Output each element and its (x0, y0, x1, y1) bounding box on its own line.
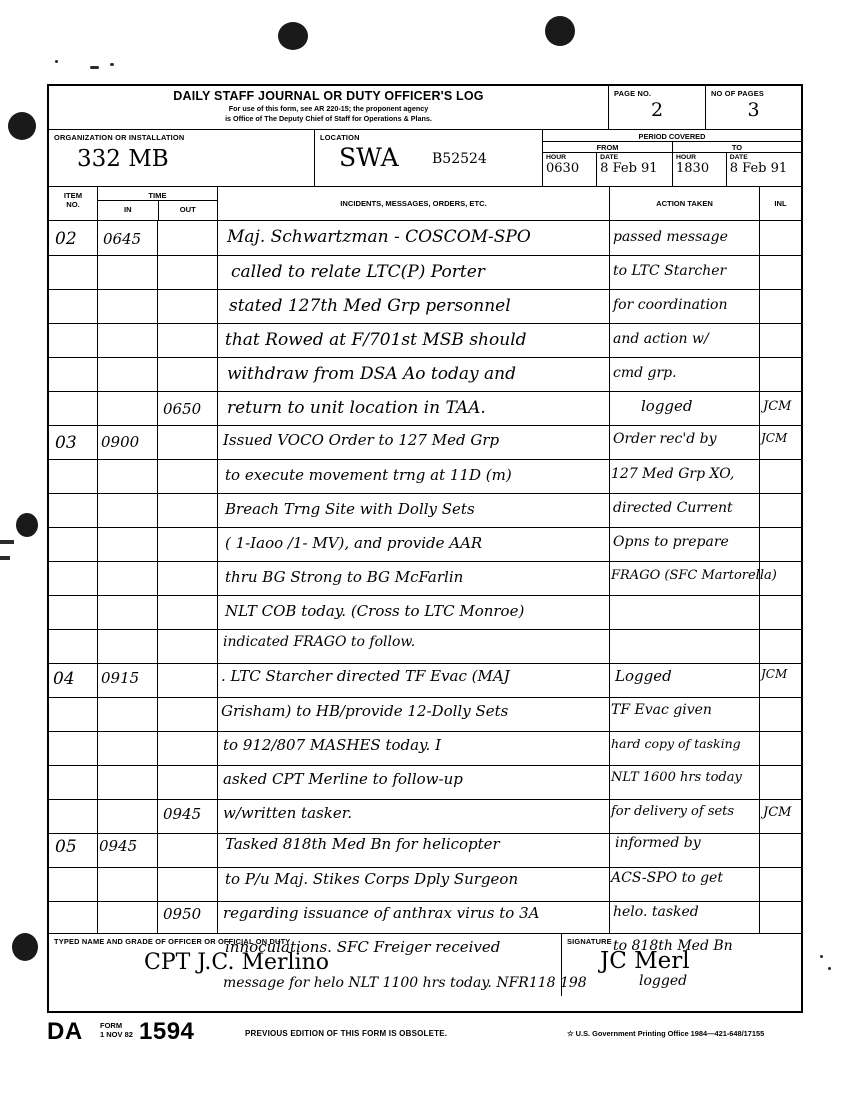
grid-hline (49, 459, 801, 460)
grid-hline (49, 697, 801, 698)
number-of-pages-value: 3 (747, 99, 760, 121)
entry-action-line: Opns to prepare (613, 534, 729, 550)
punch-hole-left-lower (12, 933, 38, 961)
from-date-value: 8 Feb 91 (600, 161, 658, 176)
entry-incident-line: regarding issuance of anthrax virus to 3A (223, 904, 540, 922)
punch-hole-left-upper (8, 112, 36, 140)
signature-cell (561, 934, 801, 996)
entry-incident-line: Grisham) to HB/provide 12-Dolly Sets (221, 702, 509, 720)
entry-action-line: hard copy of tasking (611, 736, 741, 751)
period-to-group (672, 142, 801, 186)
entry-incident-line: thru BG Strong to BG McFarlin (225, 568, 464, 586)
entry-incident-line: ( 1-Iaoo /1- MV), and provide AAR (225, 534, 483, 552)
entry-action-line: helo. tasked (613, 904, 699, 920)
to-date-value: 8 Feb 91 (729, 161, 788, 176)
entry-incident-line: innoculations. SFC Freiger received (225, 938, 501, 956)
organization-label: ORGANIZATION OR INSTALLATION (54, 133, 185, 142)
grid-vline (609, 221, 610, 933)
entry-item-no: 04 (53, 669, 75, 689)
column-header-action-taken (609, 187, 759, 220)
entry-action-line: to LTC Starcher (613, 263, 727, 279)
scan-speck (110, 63, 114, 66)
entry-time-in: 0945 (99, 837, 138, 855)
location-value-extra: B52524 (432, 151, 487, 167)
form-label-line1: FORM (100, 1021, 123, 1030)
entry-incident-line: Issued VOCO Order to 127 Med Grp (223, 431, 500, 449)
entry-incident-line: to execute movement trng at 11D (m) (225, 466, 512, 484)
grid-hline (49, 357, 801, 358)
entry-action-line: for coordination (613, 297, 728, 313)
entry-incident-line: . LTC Starcher directed TF Evac (MAJ (221, 667, 510, 685)
typed-name-label: TYPED NAME AND GRADE OF OFFICER OR OFFICIAL ON DUTY (54, 937, 291, 946)
column-header-item-no-line2: NO. (66, 200, 80, 209)
column-header-action-label: ACTION TAKEN (656, 199, 713, 208)
from-hour-label: HOUR (546, 154, 567, 161)
grid-vline (97, 221, 98, 933)
entry-incident-line: return to unit location in TAA. (227, 398, 486, 418)
scan-speck (828, 967, 831, 970)
grid-hline (49, 731, 801, 732)
punch-hole-top-left (278, 22, 308, 50)
da-label: DA (47, 1018, 83, 1045)
form-number: 1594 (139, 1018, 195, 1045)
entry-time-out: 0650 (163, 400, 202, 418)
to-hour-value: 1830 (676, 161, 710, 176)
to-hour-label: HOUR (676, 154, 697, 161)
grid-vline (157, 221, 158, 933)
signature-band (49, 933, 801, 996)
to-date-cell (727, 153, 801, 186)
entry-incident-line: w/written tasker. (223, 804, 352, 822)
entry-time-in: 0900 (101, 433, 140, 451)
location-cell (314, 130, 542, 186)
column-header-inl (759, 187, 801, 220)
page-number-label: PAGE NO. (614, 89, 652, 98)
grid-hline (49, 527, 801, 528)
form-identification-line (47, 1018, 807, 1052)
form-subtitle-line1: For use of this form, see AR 220-15; the proponent agency (228, 104, 429, 113)
period-covered-cell (542, 130, 801, 186)
typed-name-cell (49, 934, 561, 996)
grid-hline (49, 255, 801, 256)
grid-hline (49, 493, 801, 494)
grid-hline (49, 595, 801, 596)
entry-time-out: 0950 (163, 905, 202, 923)
entry-action-line: FRAGO (SFC Martorella) (611, 568, 777, 583)
grid-hline (49, 799, 801, 800)
entry-inl: JCM (763, 805, 792, 820)
column-header-item-no-line1: ITEM (63, 191, 83, 200)
entry-incident-line: stated 127th Med Grp personnel (229, 296, 511, 316)
scan-speck (820, 955, 823, 958)
grid-hline (49, 323, 801, 324)
entry-time-in: 0645 (103, 230, 142, 248)
entry-time-in: 0915 (101, 669, 140, 687)
entry-action-line: Logged (615, 667, 672, 685)
page-number-value: 2 (650, 99, 664, 121)
form-title-block (49, 86, 608, 129)
entry-action-line: cmd grp. (613, 365, 677, 381)
organization-cell (49, 130, 314, 186)
column-header-time-label: TIME (148, 191, 167, 200)
entry-incident-line: that Rowed at F/701st MSB should (225, 330, 527, 350)
entry-action-line: logged (641, 397, 693, 415)
table-column-headers (49, 187, 801, 221)
punch-hole-top-right (545, 16, 575, 46)
period-from-label: FROM (543, 142, 672, 153)
entry-action-line: 127 Med Grp XO, (611, 466, 735, 482)
entry-incident-line: indicated FRAGO to follow. (223, 634, 416, 650)
from-date-label: DATE (600, 154, 619, 161)
entry-action-line: NLT 1600 hrs today (611, 770, 742, 785)
entry-incident-line: Breach Trng Site with Dolly Sets (225, 500, 475, 518)
entry-action-line: to 818th Med Bn (613, 938, 733, 954)
grid-hline (49, 901, 801, 902)
grid-vline (217, 221, 218, 933)
entry-inl: JCM (763, 399, 792, 414)
from-hour-cell (543, 153, 597, 186)
entry-action-line: directed Current (613, 500, 733, 516)
grid-hline (49, 391, 801, 392)
entry-incident-line: asked CPT Merline to follow-up (223, 770, 463, 788)
scan-speck (55, 60, 58, 63)
grid-hline (49, 425, 801, 426)
period-covered-label: PERIOD COVERED (543, 130, 801, 142)
entry-incident-line: Tasked 818th Med Bn for helicopter (225, 835, 500, 853)
org-location-period-band (49, 130, 801, 187)
from-hour-value: 0630 (546, 161, 580, 176)
punch-hole-left-middle (16, 513, 38, 537)
number-of-pages-label: NO OF PAGES (711, 89, 764, 98)
form-revision-block (100, 1022, 133, 1039)
column-header-inl-label: INL (774, 199, 787, 208)
grid-hline (49, 561, 801, 562)
entry-action-line: informed by (615, 835, 701, 851)
page-number-cell (608, 86, 705, 129)
form-header (49, 86, 801, 130)
location-label: LOCATION (320, 133, 360, 142)
grid-hline (49, 867, 801, 868)
scan-speck (0, 540, 14, 544)
entry-time-out: 0945 (163, 805, 202, 823)
number-of-pages-cell (705, 86, 801, 129)
grid-hline (49, 833, 801, 834)
grid-hline (49, 765, 801, 766)
form-label-line2: 1 NOV 82 (100, 1029, 133, 1039)
period-from-group (543, 142, 672, 186)
signature-label: SIGNATURE (567, 937, 612, 946)
entry-action-line: TF Evac given (611, 702, 712, 718)
entry-item-no: 05 (55, 837, 77, 857)
entry-incident-line: to 912/807 MASHES today. I (223, 736, 441, 754)
entry-incident-line: Maj. Schwartzman - COSCOM-SPO (227, 227, 531, 247)
entry-action-line: for delivery of sets (611, 804, 735, 819)
entry-item-no: 03 (55, 433, 77, 453)
entry-incident-line: withdraw from DSA Ao today and (227, 364, 516, 384)
da-form-1594 (47, 84, 803, 1013)
entry-inl: JCM (761, 667, 788, 681)
scan-speck (90, 66, 99, 69)
grid-hline (49, 629, 801, 630)
to-date-label: DATE (729, 154, 748, 161)
entry-incident-line: to P/u Maj. Stikes Corps Dply Surgeon (225, 870, 519, 888)
location-value: SWA (339, 143, 399, 172)
column-header-incidents (217, 187, 609, 220)
form-title: DAILY STAFF JOURNAL OR DUTY OFFICER'S LOG (173, 89, 484, 103)
entry-incident-line: called to relate LTC(P) Porter (231, 262, 485, 282)
gpo-imprint: ☆ U.S. Government Printing Office 1984—421-648/17155 (567, 1029, 765, 1038)
entry-action-line: logged (639, 973, 688, 989)
grid-hline (49, 663, 801, 664)
column-header-item-no (49, 187, 97, 220)
column-header-time-in: IN (123, 205, 132, 214)
organization-value: 332 MB (77, 146, 169, 172)
column-header-incidents-label: INCIDENTS, MESSAGES, ORDERS, ETC. (340, 199, 487, 208)
scan-speck (0, 556, 10, 560)
form-subtitle-line2: is Office of The Deputy Chief of Staff for Operations & Plans. (225, 114, 432, 123)
entry-action-line: ACS-SPO to get (611, 870, 723, 886)
previous-edition-notice: PREVIOUS EDITION OF THIS FORM IS OBSOLETE. (245, 1029, 448, 1038)
entry-incident-line: NLT COB today. (Cross to LTC Monroe) (225, 602, 525, 620)
entry-action-line: passed message (613, 229, 728, 245)
entry-inl: JCM (761, 431, 788, 445)
typed-name-value: CPT J.C. Merlino (144, 950, 329, 975)
entry-action-line: Order rec'd by (613, 431, 717, 447)
entry-item-no: 02 (55, 229, 77, 249)
from-date-cell (597, 153, 672, 186)
period-to-label: TO (673, 142, 801, 153)
signature-value: JC Merl (600, 948, 690, 974)
grid-hline (49, 289, 801, 290)
log-entries-table (49, 221, 801, 933)
entry-action-line: and action w/ (613, 331, 709, 347)
column-header-time-out: OUT (158, 201, 218, 221)
entry-incident-line: message for helo NLT 1100 hrs today. NFR118 198 (223, 975, 587, 991)
column-header-time (97, 187, 217, 220)
to-hour-cell (673, 153, 727, 186)
